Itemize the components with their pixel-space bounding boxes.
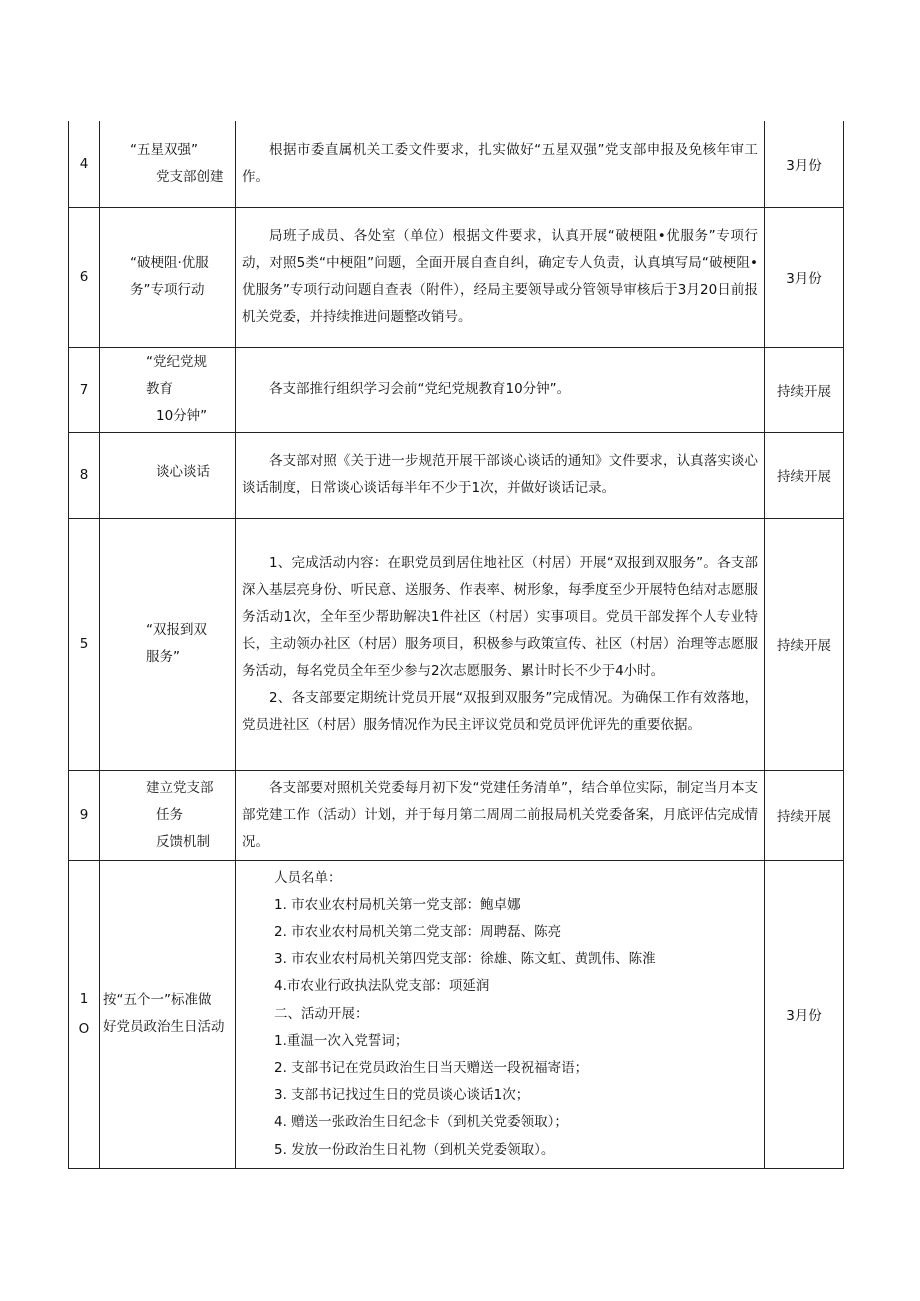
content-paragraph: 局班子成员、各处室（单位）根据文件要求，认真开展“破梗阻•优服务”专项行动，对照5类“中梗阻”问题，全面开展自查自纠，确定专人负责，认真填写局“破梗阻•优服务”专项行动问题自查表（附件），经局主要领导或分管领导审核后于3月20日前报机关党委，并持续推进问题整改销号。 (242, 228, 758, 325)
task-title-line: 10分钟” (156, 408, 208, 424)
task-title-line: “双报到双 (146, 622, 207, 638)
table-row (69, 860, 844, 1168)
task-title-line: 服务” (146, 649, 180, 665)
row-number-part: 1 (79, 991, 89, 1008)
row-number: 9 (69, 770, 100, 860)
content-line: 3. 市农业农村局机关第四党支部：徐雄、陈文虹、黄凯伟、陈淮 (274, 951, 656, 968)
content-line: 二、活动开展： (274, 1005, 369, 1022)
content-line: 2. 支部书记在党员政治生日当天赠送一段祝福寄语； (274, 1059, 589, 1076)
task-title-line: “破梗阻·优服 (130, 255, 209, 271)
content-paragraph: 各支部要对照机关党委每月初下发“党建任务清单”，结合单位实际，制定当月本支部党建工作（活动）计划，并于每月第二周周二前报局机关党委备案，月底评估完成情况。 (242, 779, 758, 850)
task-content (236, 207, 765, 347)
task-time: 3月份 (765, 860, 844, 1168)
content-line: 人员名单： (274, 869, 342, 886)
task-content (236, 860, 765, 1168)
task-title (100, 121, 236, 207)
table-row (69, 432, 844, 518)
task-time: 3月份 (765, 207, 844, 347)
task-content (236, 121, 765, 207)
content-paragraph: 根据市委直属机关工委文件要求，扎实做好“五星双强”党支部申报及免核年审工作。 (242, 141, 758, 185)
table-row (69, 518, 844, 770)
row-number: 4 (69, 121, 100, 207)
content-line: 5. 发放一份政治生日礼物（到机关党委领取）。 (274, 1141, 555, 1158)
content-paragraph: 2、各支部要定期统计党员开展“双报到双服务”完成情况。为确保工作有效落地，党员进社区（村居）服务情况作为民主评议党员和党员评优评先的重要依据。 (242, 689, 758, 733)
task-title (100, 347, 236, 432)
table-row (69, 347, 844, 432)
content-paragraph: 各支部对照《关于进一步规范开展干部谈心谈话的通知》文件要求，认真落实谈心谈话制度，日常谈心谈话每半年不少于1次，并做好谈话记录。 (242, 453, 758, 496)
task-content (236, 432, 765, 518)
row-number-part: O (78, 1021, 90, 1038)
task-title-line: “五星双强” (130, 141, 198, 158)
task-title-line: 任务 (156, 806, 183, 823)
task-title (100, 432, 236, 518)
task-title (100, 518, 236, 770)
content-line: 4.市农业行政执法队党支部：项延润 (274, 978, 490, 995)
work-plan-table (68, 121, 844, 1169)
content-line: 1.重温一次入党誓词； (274, 1032, 409, 1049)
row-number: 5 (69, 518, 100, 770)
task-time: 持续开展 (765, 347, 844, 432)
content-line: 1. 市农业农村局机关第一党支部：鲍卓娜 (274, 896, 521, 913)
task-title (100, 860, 236, 1168)
task-title-line: 好党员政治生日活动 (103, 1019, 225, 1036)
content-paragraph: 各支部推行组织学习会前“党纪党规教育10分钟”。 (269, 381, 571, 397)
task-title-line: 按“五个一”标准做 (103, 992, 212, 1009)
task-time: 持续开展 (765, 770, 844, 860)
task-title (100, 770, 236, 860)
task-time: 持续开展 (765, 432, 844, 518)
content-paragraph: 1、完成活动内容：在职党员到居住地社区（村居）开展“双报到双服务”。各支部深入基层亮身份、听民意、送服务、作表率、树形象，每季度至少开展特色结对志愿服务活动1次，全年至少帮助解决1件社区（村居）实事项目。党员干部发挥个人专业特长，主动领办社区（村居）服务项目，积极参与政策宣传、社区（村居）治理等志愿服务活动，每名党员全年至少参与2次志愿服务、累计时长不少于4小时。 (242, 554, 758, 679)
task-title-line: 务”专项行动 (130, 282, 205, 298)
row-number: 7 (69, 347, 100, 432)
task-title (100, 207, 236, 347)
task-title-line: 党支部创建 (156, 168, 224, 185)
task-title-line: 谈心谈话 (156, 463, 210, 480)
content-line: 2. 市农业农村局机关第二党支部：周聘磊、陈亮 (274, 923, 562, 940)
table-row (69, 121, 844, 207)
task-content (236, 347, 765, 432)
row-number (69, 860, 100, 1168)
task-title-line: 教育 (146, 381, 173, 397)
task-title-line: “党纪党规 (146, 354, 207, 370)
content-line: 4. 赠送一张政治生日纪念卡（到机关党委领取）； (274, 1114, 568, 1131)
row-number: 8 (69, 432, 100, 518)
content-line: 3. 支部书记找过生日的党员谈心谈话1次； (274, 1087, 530, 1104)
table-row (69, 207, 844, 347)
task-title-line: 反馈机制 (156, 833, 210, 850)
task-content (236, 518, 765, 770)
task-title-line: 建立党支部 (146, 779, 214, 796)
task-content (236, 770, 765, 860)
row-number: 6 (69, 207, 100, 347)
table-row (69, 770, 844, 860)
task-time: 持续开展 (765, 518, 844, 770)
task-time: 3月份 (765, 121, 844, 207)
